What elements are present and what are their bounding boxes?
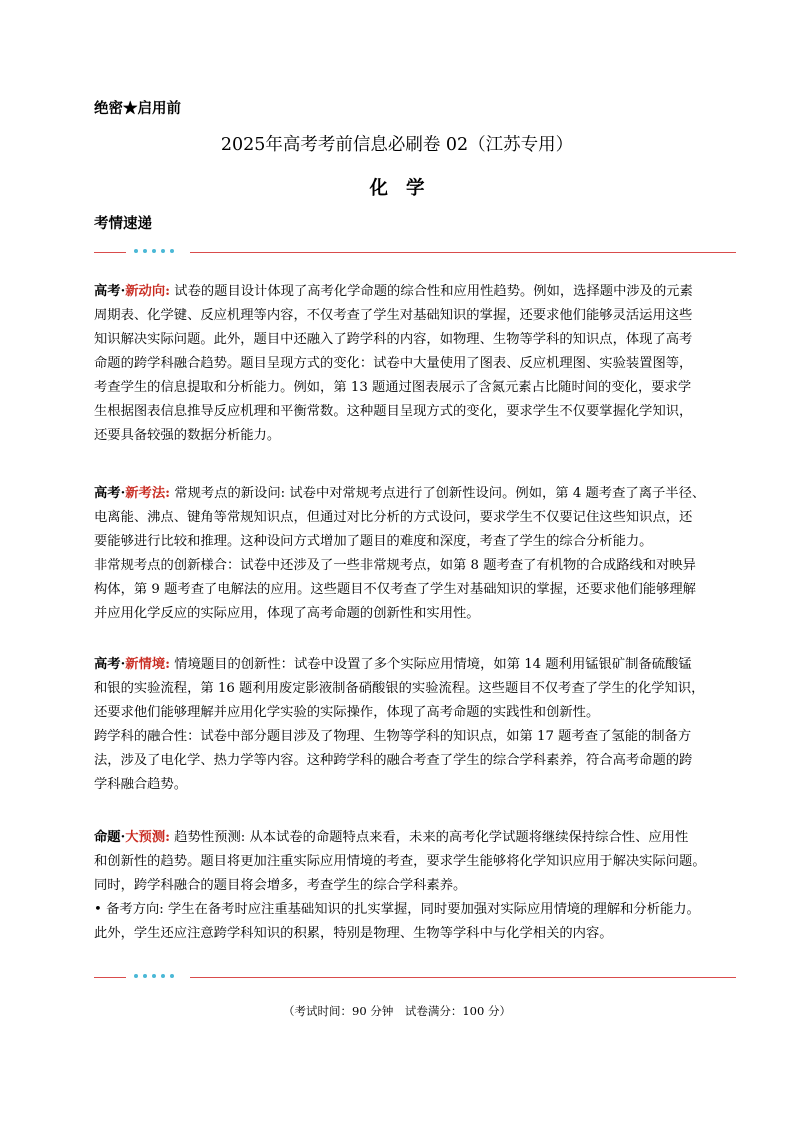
divider-dot: [134, 249, 138, 253]
divider-line-left: [94, 252, 126, 253]
divider-dot: [161, 249, 165, 253]
block-colon: :: [165, 486, 171, 501]
block-prefix: 高考·: [94, 284, 126, 299]
block-colon: :: [165, 657, 171, 672]
section-title: 考情速递: [94, 215, 152, 232]
block-line: [94, 482, 738, 506]
block-new-trend: [94, 280, 738, 448]
block-line: 法，涉及了电化学、热力学等内容。这种跨学科的融合考查了学生的综合学科素养，符合高考命题的跨: [94, 753, 693, 768]
block-line: 跨学科的融合性：试卷中部分题目涉及了物理、生物等学科的知识点，如第 17 题考查了氢能的制备方: [94, 729, 692, 744]
divider-dot: [152, 249, 156, 253]
divider-dot: [170, 974, 174, 978]
block-keyword: 新情境: [125, 657, 166, 672]
block-line: 非常规考点的创新様合：试卷中还涉及了一些非常规考点，如第 8 题考查了有机物的合成路线和对映异: [94, 558, 696, 573]
block-line: 还要具备较强的数据分析能力。: [94, 428, 281, 443]
divider-line-left: [94, 977, 126, 978]
block-prefix: 高考·: [94, 657, 126, 672]
divider-dot: [161, 974, 165, 978]
block-text: 趋势性预测: 从本试卷的命题特点来看，未来的高考化学试题将继续保持综合性、应用性: [170, 830, 689, 845]
divider-dot: [134, 974, 138, 978]
block-keyword: 新考法: [125, 486, 166, 501]
block-colon: :: [165, 284, 171, 299]
secret-mark: 绝密★启用前: [94, 100, 181, 117]
block-line: 考查学生的信息提取和分析能力。例如，第 13 题通过图表展示了含氮元素占比随时间的变化，要求学: [94, 380, 692, 395]
divider-dot: [143, 974, 147, 978]
block-text: 常规考点的新设问: 试卷中对常规考点进行了创新性设问。例如，第 4 题考查了离子半径、: [170, 486, 706, 501]
divider-dot: [152, 974, 156, 978]
block-keyword: 新动向: [125, 284, 166, 299]
block-prediction: [94, 826, 738, 946]
block-line: 和银的实验流程，第 16 题利用废定影液制备硝酸银的实验流程。这些题目不仅考查了学生的化学知识，: [94, 681, 705, 696]
block-line: 此外，学生还应注意跨学科知识的积累，特别是物理、生物等学科中与化学相关的内容。: [94, 926, 613, 941]
block-line: [94, 280, 738, 304]
block-text: 情境题目的创新性：试卷中设置了多个实际应用情境，如第 14 题利用锰银矿制备硫酸锰: [170, 657, 692, 672]
divider-line-right: [190, 977, 736, 978]
block-new-context: [94, 653, 738, 797]
subject-title: 化学: [369, 178, 443, 199]
top-divider: [94, 249, 736, 257]
block-line: 构体，第 9 题考查了电解法的应用。这些题目不仅考查了学生对基础知识的掌握，还要求他们能够理解: [94, 582, 696, 597]
divider-dots: [134, 974, 174, 978]
block-line: 知识解决实际问题。此外，题目中还融入了跨学科的内容，如物理、生物等学科的知识点，体现了高考: [94, 332, 693, 347]
divider-dot: [143, 249, 147, 253]
divider-line-right: [190, 252, 736, 253]
block-new-method: [94, 482, 738, 626]
block-keyword: 大预测: [125, 830, 166, 845]
block-line: 学科融合趋势。: [94, 777, 188, 792]
page-title: 2025年高考考前信息必刷卷 02（江苏专用）: [220, 135, 574, 155]
block-line: • 备考方向: 学生在备考时应注重基础知识的扎实掌握，同时要加强对实际应用情境的理解和分析能力。: [94, 902, 700, 917]
block-line: 生根据图表信息推导反应机理和平衡常数。这种题目呈现方式的变化，要求学生不仅要掌握化学知识，: [94, 404, 693, 419]
bottom-divider: [94, 974, 736, 982]
block-line: 同时，跨学科融合的题目将会增多，考查学生的综合学科素养。: [94, 878, 467, 893]
block-text: 试卷的题目设计体现了高考化学命题的综合性和应用性趋势。例如，选择题中涉及的元素: [170, 284, 693, 299]
block-line: [94, 826, 738, 850]
block-line: 并应用化学反应的实际应用，体现了高考命题的创新性和实用性。: [94, 606, 480, 621]
exam-info: （考试时间：90 分钟 试卷满分：100 分）: [283, 1004, 511, 1018]
block-line: 和创新性的趋势。题目将更加注重实际应用情境的考查，要求学生能够将化学知识应用于解决实际问题。: [94, 854, 706, 869]
block-line: 要能够进行比较和推理。这种设问方式增加了题目的难度和深度，考查了学生的综合分析能力。: [94, 534, 653, 549]
divider-dot: [170, 249, 174, 253]
block-prefix: 命题·: [94, 830, 126, 845]
block-line: 电离能、沸点、键角等常规知识点，但通过对比分析的方式设问，要求学生不仅要记住这些知识点，还: [94, 510, 693, 525]
block-line: 还要求他们能够理解并应用化学实验的实际操作，体现了高考命题的实践性和创新性。: [94, 705, 600, 720]
divider-dots: [134, 249, 174, 253]
block-colon: :: [165, 830, 171, 845]
block-prefix: 高考·: [94, 486, 126, 501]
block-line: [94, 653, 738, 677]
block-line: 周期表、化学键、反应机理等内容，不仅考查了学生对基础知识的掌握，还要求他们能够灵活运用这些: [94, 308, 693, 323]
block-line: 命题的跨学科融合趋势。题目呈现方式的变化：试卷中大量使用了图表、反应机理图、实验装置图等，: [94, 356, 693, 371]
